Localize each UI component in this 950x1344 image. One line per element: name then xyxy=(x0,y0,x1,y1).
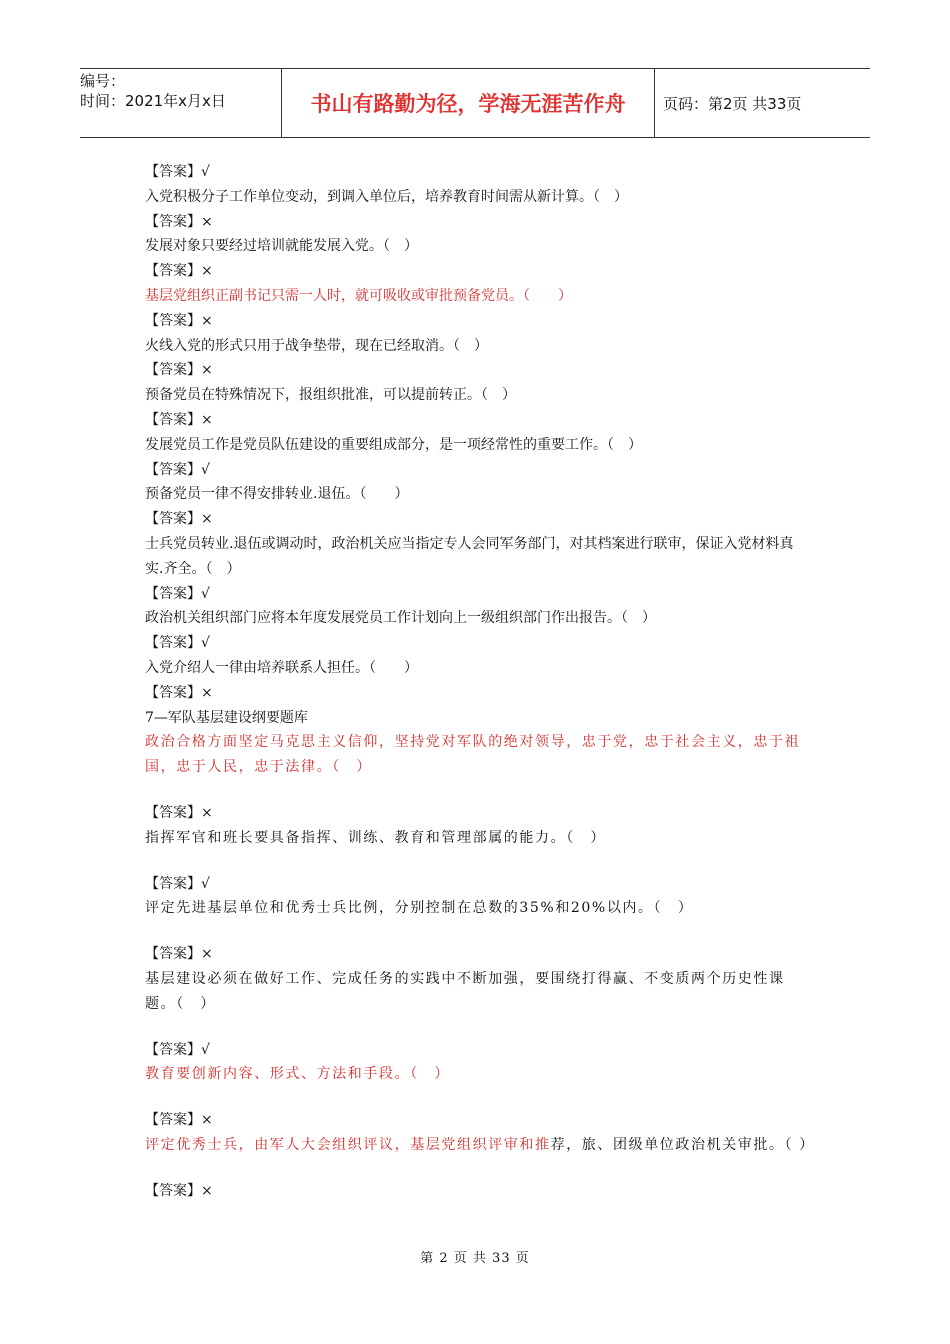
question-line: 火线入党的形式只用于战争垫带，现在已经取消。（ ） xyxy=(145,337,488,354)
answer-line: 【答案】× xyxy=(145,263,213,280)
answer-line: 【答案】× xyxy=(145,213,213,230)
question-line: 政治机关组织部门应将本年度发展党员工作计划向上一级组织部门作出报告。（ ） xyxy=(145,610,656,627)
answer-line: 【答案】× xyxy=(145,362,213,379)
question-line: 入党积极分子工作单位变动，到调入单位后，培养教育时间需从新计算。（ ） xyxy=(145,188,628,205)
question-black-part: 荐，旅、团级单位政治机关审批。（ ） xyxy=(550,1136,815,1153)
answer-line: 【答案】× xyxy=(145,312,213,329)
question-red-part: 评定优秀士兵，由军人大会组织评议，基层党组织评审和推 xyxy=(145,1136,551,1153)
answer-line: 【答案】√ xyxy=(145,461,210,478)
question-line-highlighted: 教育要创新内容、形式、方法和手段。（ ） xyxy=(145,1066,450,1083)
question-line-highlighted: 政治合格方面坚定马克思主义信仰，坚持党对军队的绝对领导，忠于党，忠于社会主义，忠于祖国，忠于人民，忠于法律。（ ） xyxy=(145,734,801,776)
document-body xyxy=(145,160,815,1203)
question-line: 入党介绍人一律由培养联系人担任。（ ） xyxy=(145,659,418,676)
question-line: 指挥军官和班长要具备指挥、训练、教育和管理部属的能力。（ ） xyxy=(145,829,606,846)
serial-number-label: 编号： xyxy=(80,72,126,90)
question-line: 预备党员一律不得安排转业.退伍。（ ） xyxy=(145,486,409,503)
page-header xyxy=(80,68,870,138)
answer-line: 【答案】× xyxy=(145,1182,213,1199)
answer-line: 【答案】× xyxy=(145,511,213,528)
section-heading: 7—军队基层建设纲要题库 xyxy=(145,709,308,726)
answer-line: 【答案】× xyxy=(145,804,213,821)
date-label: 时间：2021年x月x日 xyxy=(80,92,226,110)
question-line: 基层建设必须在做好工作、完成任务的实践中不断加强，要围绕打得赢、不变质两个历史性课题。（ ） xyxy=(145,970,785,1012)
answer-line: 【答案】× xyxy=(145,946,213,963)
question-line: 士兵党员转业.退伍或调动时，政治机关应当指定专人会同军务部门，对其档案进行联审，保证入党材料真实.齐全。（ ） xyxy=(145,535,794,577)
question-line-highlighted: 基层党组织正副书记只需一人时，就可吸收或审批预备党员。（ ） xyxy=(145,287,572,304)
question-line: 发展党员工作是党员队伍建设的重要组成部分，是一项经常性的重要工作。（ ） xyxy=(145,436,642,453)
page-footer: 第 2 页 共 33 页 xyxy=(420,1251,530,1266)
answer-line: 【答案】× xyxy=(145,684,213,701)
header-motto: 书山有路勤为径，学海无涯苦作舟 xyxy=(281,69,655,137)
answer-line: 【答案】√ xyxy=(145,1041,210,1058)
header-page-number: 页码：第2页 共33页 xyxy=(663,94,802,113)
answer-line: 【答案】× xyxy=(145,1112,213,1129)
question-line: 预备党员在特殊情况下，报组织批准，可以提前转正。（ ） xyxy=(145,387,516,404)
answer-line: 【答案】× xyxy=(145,411,213,428)
answer-line: 【答案】√ xyxy=(145,635,210,652)
question-line: 评定先进基层单位和优秀士兵比例，分别控制在总数的35%和20%以内。（ ） xyxy=(145,900,694,917)
question-line-mixed xyxy=(145,1133,815,1158)
question-line: 发展对象只要经过培训就能发展入党。（ ） xyxy=(145,238,418,255)
answer-line: 【答案】√ xyxy=(145,585,210,602)
answer-line: 【答案】√ xyxy=(145,164,210,180)
header-left-cell xyxy=(80,69,280,139)
answer-line: 【答案】√ xyxy=(145,875,210,892)
